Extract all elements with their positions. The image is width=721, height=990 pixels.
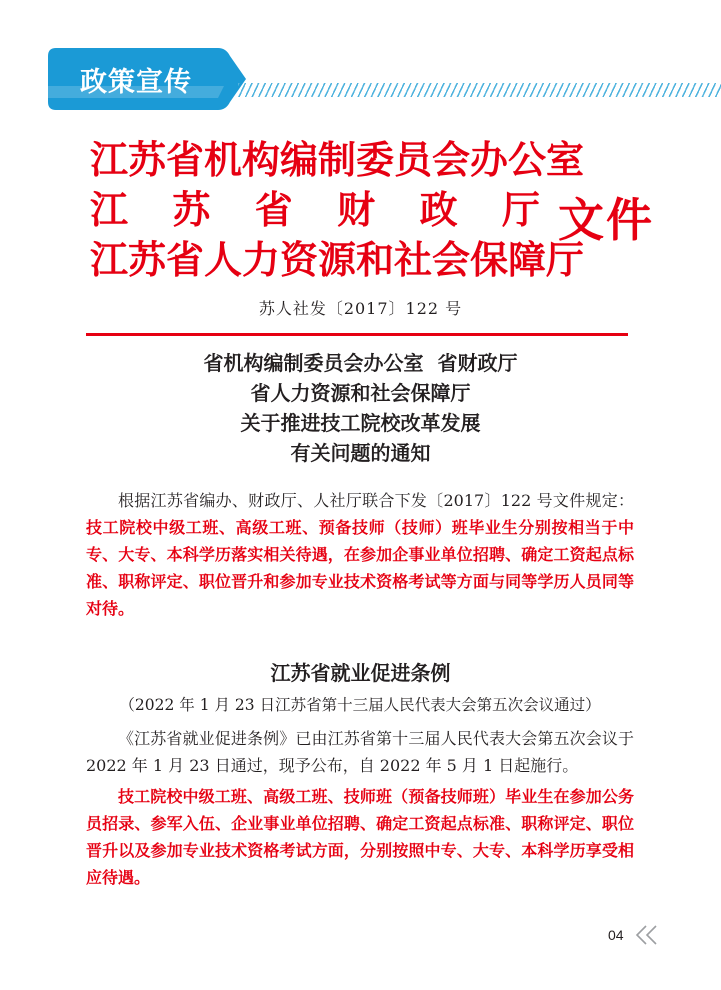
regulation-title: 江苏省就业促进条例 [270,661,451,685]
notice-intro: 根据江苏省编办、财政厅、人社厅联合下发〔2017〕122 号文件规定： [118,491,634,510]
issuer-char: 省 [254,188,293,232]
notice-highlight: 技工院校中级工班、高级工班、预备技师（技师）班毕业生分别按相当于中专、大专、本科学历落实相关待遇，在参加企事业单位招聘、确定工资起点标准、职称评定、职位晋升和参加专业技术资格考试等方面与同等学历人员同等对待。 [86,518,634,618]
double-chevron-left-icon [634,924,660,946]
decorative-stripes [238,83,721,97]
notice-paragraph [86,487,634,622]
regulation-paragraph-1: 《江苏省就业促进条例》已由江苏省第十三届人民代表大会第五次会议于 2022 年 1 月 23 日通过，现予公布，自 2022 年 5 月 1 日起施行。 [86,729,634,775]
issuer-line-2 [90,185,540,235]
issuer-char: 财 [337,188,376,232]
notice-title [0,348,721,468]
issuer-line-1: 江苏省机构编制委员会办公室 [90,138,585,182]
issuer-char: 江 [90,188,129,232]
red-divider [86,333,628,336]
issuer-char: 厅 [501,188,540,232]
document-number: 苏人社发〔2017〕122 号 [258,299,463,318]
section-label: 政策宣传 [80,67,192,98]
notice-title-line: 有关问题的通知 [290,441,431,465]
issuer-char: 苏 [172,188,211,232]
regulation-paragraph-2: 技工院校中级工班、高级工班、技师班（预备技师班）毕业生在参加公务员招录、参军入伍、企业事业单位招聘、确定工资起点标准、职称评定、职位晋升以及参加专业技术资格考试方面，分别按照中专、大专、本科学历享受相应待遇。 [86,787,634,887]
file-word: 文件 [558,193,654,247]
notice-title-line: 省人力资源和社会保障厅 [250,381,471,405]
section-banner [48,48,246,110]
regulation-subnote: （2022 年 1 月 23 日江苏省第十三届人民代表大会第五次会议通过） [119,696,601,714]
page-number: 04 [608,927,624,943]
issuer-line-3: 江苏省人力资源和社会保障厅 [90,238,585,282]
notice-title-line: 关于推进技工院校改革发展 [240,411,481,435]
issuing-authorities [90,135,585,285]
issuer-char: 政 [419,188,458,232]
notice-title-line: 省机构编制委员会办公室 省财政厅 [203,351,518,375]
